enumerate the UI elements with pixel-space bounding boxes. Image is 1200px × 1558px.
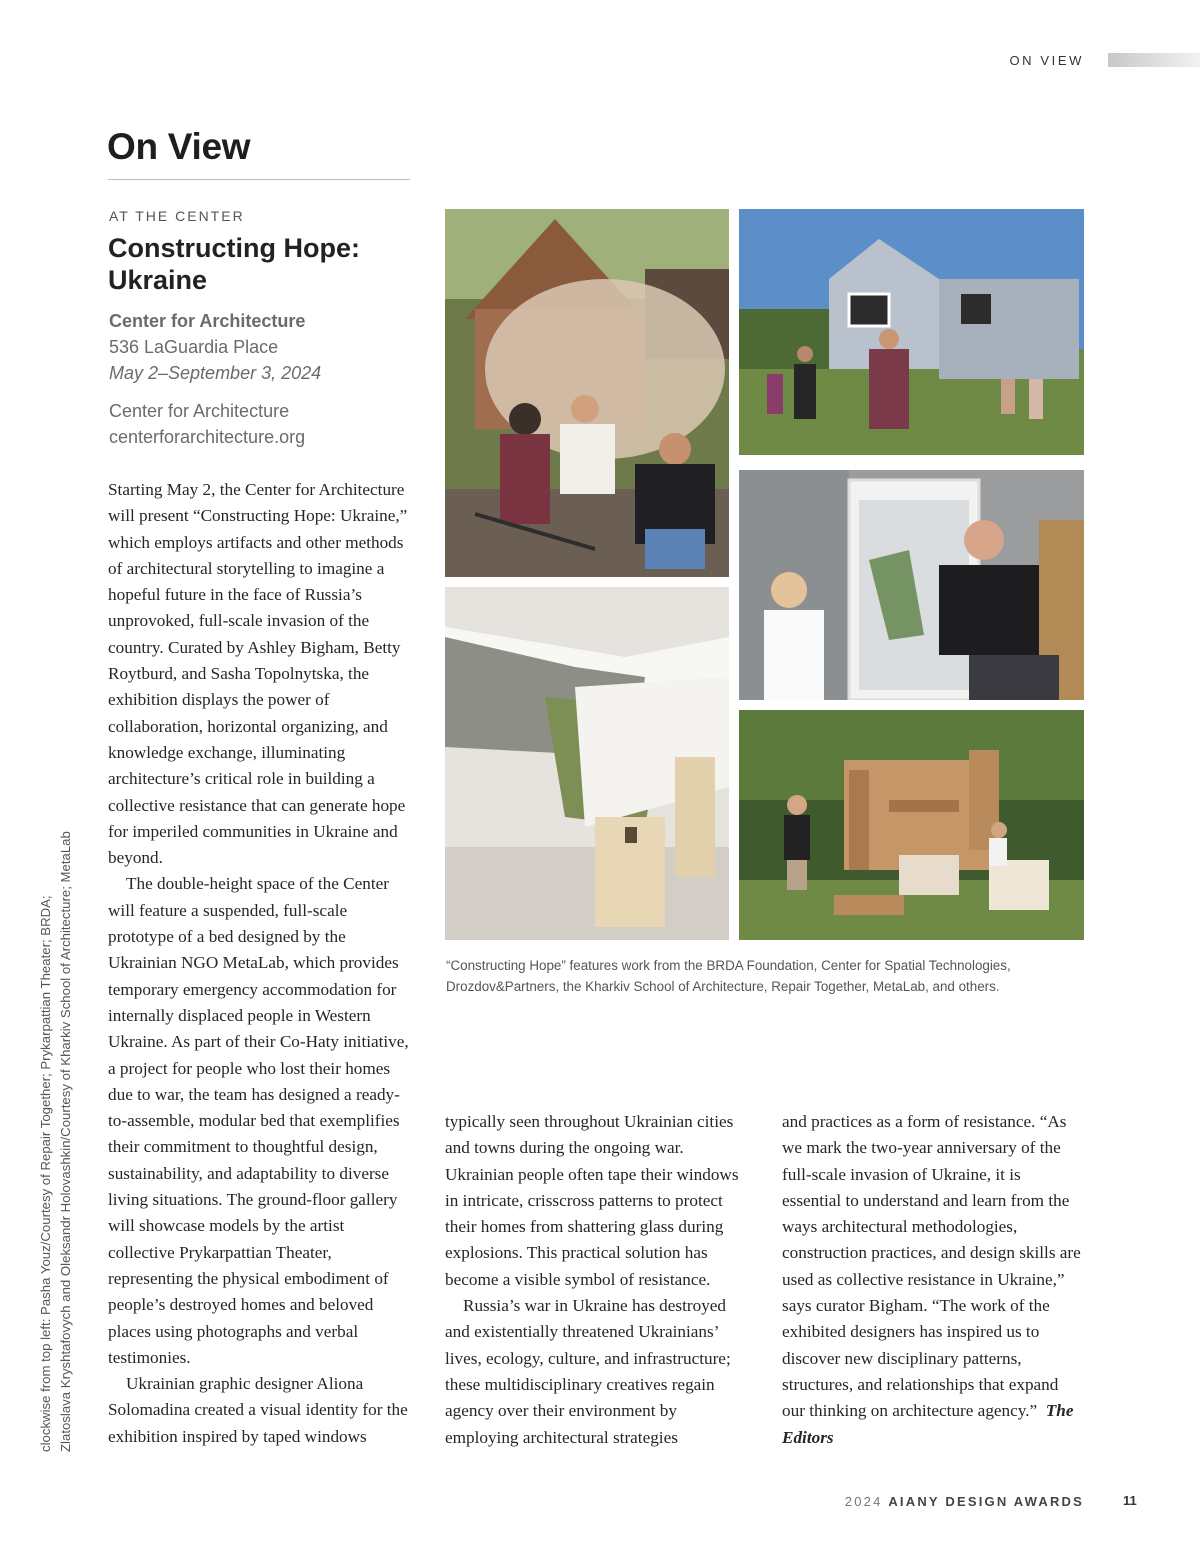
photo-window-handoff [739,470,1084,700]
photo-caption: “Constructing Hope” features work from the BRDA Foundation, Center for Spatial Technologies, Drozdov&Partners, the Kharkiv School of Architecture, Repair Together, MetaLab, and others. [446,958,1011,994]
body-paragraph: Russia’s war in Ukraine has destroyed and existentially threatened Ukrainians’ lives, ecology, culture, and infrastructure; these multidisciplinary creatives regain agency over their environment by employing architectural strategies [445,1296,731,1447]
running-head: ON VIEW [1009,53,1084,68]
body-column-1 [108,477,410,1450]
website-link[interactable]: centerforarchitecture.org [109,427,306,447]
body-column-3 [782,1109,1082,1451]
header-gradient-bar [1108,53,1200,67]
kicker: AT THE CENTER [109,208,245,224]
photo-credit-line: clockwise from top left: Pasha Youz/Courtesy of Repair Together; Prykarpattian Theater; BRDA; [38,895,53,1452]
page-number: 11 [1123,1493,1137,1508]
footer [845,1494,1084,1509]
footer-year: 2024 [844,1494,883,1509]
body-paragraph: Ukrainian graphic designer Aliona Solomadina created a visual identity for the exhibition inspired by taped windows [108,1374,408,1446]
body-column-2 [445,1109,751,1451]
exhibit-dates: May 2–September 3, 2024 [109,363,322,383]
section-title: On View [107,126,251,167]
body-paragraph: Starting May 2, the Center for Architecture will present “Constructing Hope: Ukraine,” which employs artifacts and other methods of architectural storytelling to imagine a hopeful future in the face of Russia’s unprovoked, full-scale invasion of the country. Curated by Ashley Bigham, Betty Roytburd, and Sasha Topolnytska, the exhibition displays the power of collaboration, horizontal organizing, and knowledge exchange, illuminating architecture’s critical role in building a collective resistance that can generate hope for imperiled communities in Ukraine and beyond. [108,480,408,868]
author-signature: The Editors [782,1401,1074,1447]
photo-volunteers-construction [445,209,729,577]
title-divider [108,179,410,180]
photo-bed-prototype [445,587,729,940]
body-paragraph: typically seen throughout Ukrainian cities and towns during the ongoing war. Ukrainian people often tape their windows in intricate, crisscross patterns to protect their homes from shattering glass during explosions. This practical solution has become a visible symbol of resistance. [445,1112,739,1289]
photo-credit [36,752,76,1452]
venue-name: Center for Architecture [109,311,306,331]
body-paragraph: The double-height space of the Center will feature a suspended, full-scale prototype of a bed designed by the Ukrainian NGO MetaLab, which provides temporary emergency accommodation for internally displaced people in Western Ukraine. As part of their Co-Haty initiative, a project for people who lost their homes due to war, the team has designed a ready-to-assemble, modular bed that exemplifies their commitment to thoughtful design, sustainability, and adaptability to diverse living situations. The ground-floor gallery will showcase models by the artist collective Prykarpattian Theater, representing the physical embodiment of people’s destroyed homes and beloved places using photographs and verbal testimonies. [108,874,409,1367]
photo-timber-playground [739,710,1084,940]
photo-modular-house [739,209,1084,455]
body-paragraph: and practices as a form of resistance. “As we mark the two-year anniversary of the full-scale invasion of Ukraine, it is essential to understand and learn from the ways architectural methodologies, construction practices, and design skills are used as collective resistance in Ukraine,” says curator Bigham. “The work of the exhibited designers has inspired us to discover new disciplinary patterns, structures, and relationships that expand our thinking on architecture agency.” [782,1112,1081,1421]
organizer: Center for Architecture [109,401,290,421]
footer-publication: AIANY DESIGN AWARDS [888,1494,1084,1509]
exhibit-title: Constructing Hope: Ukraine [108,233,360,295]
photo-credit-line: Zlatoslava Kryshtafovych and Oleksandr Holovashkin/Courtesy of Kharkiv School of Architecture; MetaLab [58,831,73,1452]
venue-address: 536 LaGuardia Place [109,337,279,357]
